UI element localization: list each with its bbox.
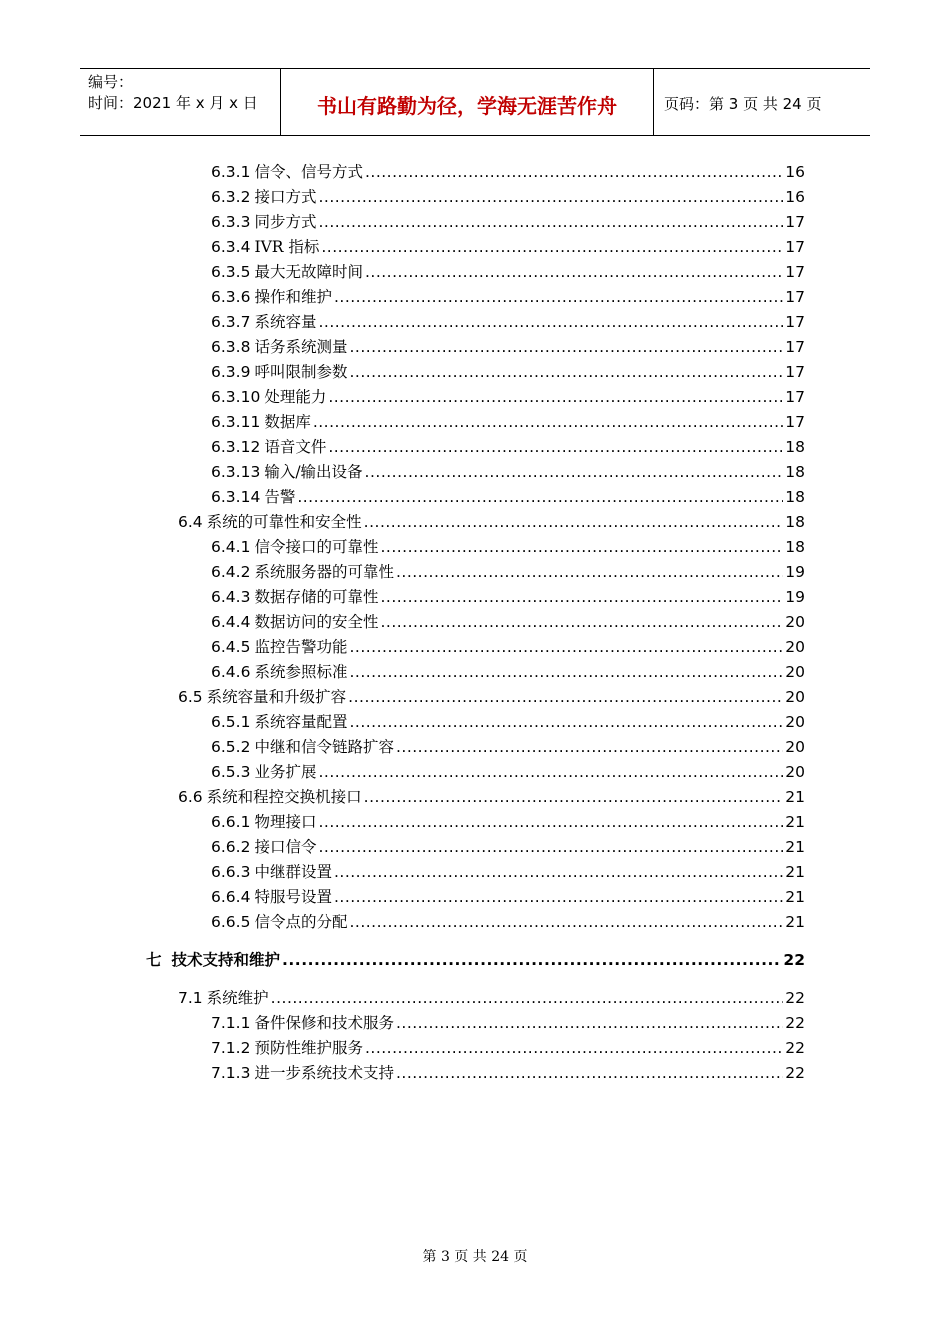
toc-entry-title: 呼叫限制参数 xyxy=(254,363,348,381)
toc-entry[interactable] xyxy=(211,735,805,757)
toc-entry-page: 21 xyxy=(785,888,805,906)
page-header xyxy=(80,68,870,136)
toc-entry-number: 6.3.12 xyxy=(211,438,261,456)
toc-dot-leader xyxy=(365,263,783,281)
toc-dot-leader xyxy=(313,413,783,431)
toc-entry-number: 6.6.3 xyxy=(211,863,251,881)
toc-entry[interactable] xyxy=(178,986,805,1008)
toc-entry[interactable] xyxy=(211,460,805,482)
toc-entry-number: 6.3.5 xyxy=(211,263,251,281)
toc-entry[interactable] xyxy=(211,1061,805,1083)
toc-entry-title: 特服号设置 xyxy=(254,888,332,906)
toc-dot-leader xyxy=(318,213,783,231)
toc-entry-number: 7.1.1 xyxy=(211,1014,251,1032)
toc-entry[interactable] xyxy=(211,760,805,782)
toc-entry-number: 6.6.5 xyxy=(211,913,251,931)
toc-dot-leader xyxy=(349,663,783,681)
page-footer: 第 3 页 共 24 页 xyxy=(422,1249,528,1265)
toc-entry[interactable] xyxy=(211,310,805,332)
toc-entry-page: 22 xyxy=(785,989,805,1007)
header-left-cell xyxy=(80,69,281,135)
toc-entry-number: 6.3.8 xyxy=(211,338,251,356)
toc-entry-title: 信令点的分配 xyxy=(254,913,348,931)
toc-entry-title: 业务扩展 xyxy=(254,763,317,781)
toc-dot-leader xyxy=(282,951,781,969)
toc-entry[interactable] xyxy=(211,635,805,657)
toc-entry-number: 6.3.10 xyxy=(211,388,261,406)
toc-entry-page: 21 xyxy=(785,813,805,831)
toc-entry-page: 19 xyxy=(785,563,805,581)
toc-entry-page: 17 xyxy=(785,238,805,256)
toc-entry-title: 系统容量 xyxy=(254,313,317,331)
toc-entry-number: 6.3.14 xyxy=(211,488,261,506)
toc-entry[interactable] xyxy=(211,610,805,632)
toc-dot-leader xyxy=(318,188,783,206)
toc-entry-number: 6.4.2 xyxy=(211,563,251,581)
motto: 书山有路勤为径，学海无涯苦作舟 xyxy=(281,69,654,135)
toc-entry-number: 七 xyxy=(146,951,162,969)
toc-entry-number: 6.6.4 xyxy=(211,888,251,906)
toc-dot-leader xyxy=(321,238,783,256)
toc-entry-title: 中继和信令链路扩容 xyxy=(254,738,394,756)
toc-entry-title: 信令接口的可靠性 xyxy=(254,538,379,556)
toc-entry-page: 20 xyxy=(785,688,805,706)
toc-entry-number: 6.3.2 xyxy=(211,188,251,206)
toc-entry[interactable] xyxy=(211,260,805,282)
toc-entry-page: 20 xyxy=(785,613,805,631)
toc-dot-leader xyxy=(365,463,784,481)
toc-entry-title: 系统服务器的可靠性 xyxy=(254,563,394,581)
toc-entry-title: 数据库 xyxy=(264,413,311,431)
toc-entry-title: 数据访问的安全性 xyxy=(254,613,379,631)
toc-dot-leader xyxy=(334,288,783,306)
toc-dot-leader xyxy=(380,613,783,631)
toc-entry-number: 6.4 xyxy=(178,513,203,531)
toc-dot-leader xyxy=(365,1039,783,1057)
toc-entry-page: 17 xyxy=(785,288,805,306)
toc-entry[interactable] xyxy=(211,810,805,832)
toc-dot-leader xyxy=(318,313,783,331)
toc-entry-title: 接口信令 xyxy=(254,838,317,856)
toc-entry[interactable] xyxy=(211,535,805,557)
toc-entry-page: 22 xyxy=(785,1014,805,1032)
toc-dot-leader xyxy=(396,1064,783,1082)
toc-entry[interactable] xyxy=(211,710,805,732)
toc-entry-number: 6.5 xyxy=(178,688,203,706)
toc-entry-title: 同步方式 xyxy=(254,213,317,231)
toc-entry-title: 接口方式 xyxy=(254,188,317,206)
toc-dot-leader xyxy=(349,713,783,731)
toc-entry-title: 系统维护 xyxy=(206,989,269,1007)
toc-entry-number: 6.6.1 xyxy=(211,813,251,831)
toc-dot-leader xyxy=(396,1014,783,1032)
toc-entry-page: 16 xyxy=(785,188,805,206)
toc-entry-page: 21 xyxy=(785,863,805,881)
toc-entry[interactable] xyxy=(211,885,805,907)
toc-entry-number: 7.1.2 xyxy=(211,1039,251,1057)
toc-entry-number: 6.3.13 xyxy=(211,463,261,481)
toc-entry-number: 6.3.3 xyxy=(211,213,251,231)
toc-dot-leader xyxy=(380,538,783,556)
toc-entry-title: 预防性维护服务 xyxy=(254,1039,363,1057)
toc-dot-leader xyxy=(349,363,783,381)
toc-entry-title: 系统参照标准 xyxy=(254,663,348,681)
toc-entry-page: 18 xyxy=(785,513,805,531)
toc-entry[interactable] xyxy=(211,185,805,207)
toc-dot-leader xyxy=(318,813,783,831)
toc-entry-page: 17 xyxy=(785,388,805,406)
toc-entry-page: 17 xyxy=(785,213,805,231)
toc-dot-leader xyxy=(365,163,783,181)
toc-entry-number: 6.4.1 xyxy=(211,538,251,556)
toc-entry-title: 处理能力 xyxy=(264,388,327,406)
toc-entry-title: 系统和程控交换机接口 xyxy=(206,788,362,806)
toc-entry-number: 6.3.9 xyxy=(211,363,251,381)
toc-entry[interactable] xyxy=(211,210,805,232)
toc-dot-leader xyxy=(318,838,783,856)
toc-entry-number: 6.4.3 xyxy=(211,588,251,606)
toc-entry-page: 20 xyxy=(785,663,805,681)
toc-dot-leader xyxy=(297,488,783,506)
toc-entry-number: 6.3.11 xyxy=(211,413,261,431)
toc-entry-page: 20 xyxy=(785,713,805,731)
toc-entry-title: 语音文件 xyxy=(264,438,327,456)
toc-entry[interactable] xyxy=(211,410,805,432)
toc-entry[interactable] xyxy=(211,910,805,932)
toc-entry-title: 告警 xyxy=(264,488,296,506)
toc-entry[interactable] xyxy=(211,435,805,457)
toc-entry-page: 16 xyxy=(785,163,805,181)
toc-entry-number: 6.3.4 xyxy=(211,238,251,256)
toc-entry-number: 6.3.1 xyxy=(211,163,251,181)
toc-entry-title: 技术支持和维护 xyxy=(171,951,281,969)
toc-entry-title: 进一步系统技术支持 xyxy=(254,1064,394,1082)
toc-entry-number: 6.3.6 xyxy=(211,288,251,306)
toc-entry-page: 20 xyxy=(785,738,805,756)
toc-entry-title: 中继群设置 xyxy=(254,863,332,881)
toc-entry-title: 话务系统测量 xyxy=(254,338,348,356)
toc-entry-number: 6.4.5 xyxy=(211,638,251,656)
toc-entry-page: 18 xyxy=(785,438,805,456)
toc-entry-page: 21 xyxy=(785,838,805,856)
toc-entry-page: 17 xyxy=(785,263,805,281)
toc-dot-leader xyxy=(318,763,783,781)
toc-dot-leader xyxy=(328,438,783,456)
toc-entry-title: 输入/输出设备 xyxy=(264,463,363,481)
toc-dot-leader xyxy=(348,688,783,706)
toc-entry-page: 18 xyxy=(785,538,805,556)
toc-entry-title: 信令、信号方式 xyxy=(254,163,363,181)
toc-dot-leader xyxy=(349,913,783,931)
toc-entry-number: 6.4.6 xyxy=(211,663,251,681)
date-text: 时间：2021 年 x 月 x 日 xyxy=(88,94,258,112)
toc-entry-number: 7.1 xyxy=(178,989,203,1007)
toc-dot-leader xyxy=(271,989,784,1007)
toc-entry-title: 物理接口 xyxy=(254,813,317,831)
toc-entry[interactable] xyxy=(211,285,805,307)
toc-entry[interactable] xyxy=(211,160,805,182)
toc-entry[interactable] xyxy=(211,335,805,357)
toc-dot-leader xyxy=(349,638,783,656)
toc-entry-number: 6.5.1 xyxy=(211,713,251,731)
toc-entry-page: 21 xyxy=(785,913,805,931)
toc-dot-leader xyxy=(364,513,784,531)
toc-entry-page: 22 xyxy=(783,951,805,969)
toc-entry-number: 6.5.3 xyxy=(211,763,251,781)
toc-entry-number: 6.6 xyxy=(178,788,203,806)
toc-entry[interactable] xyxy=(211,585,805,607)
toc-entry-title: 监控告警功能 xyxy=(254,638,348,656)
toc-entry-page: 22 xyxy=(785,1064,805,1082)
toc-entry-page: 20 xyxy=(785,638,805,656)
page-info: 页码：第 3 页 共 24 页 xyxy=(664,94,822,113)
toc-entry-title: 数据存储的可靠性 xyxy=(254,588,379,606)
toc-entry-title: 系统的可靠性和安全性 xyxy=(206,513,362,531)
toc-dot-leader xyxy=(328,388,783,406)
toc-entry-page: 17 xyxy=(785,338,805,356)
toc-entry[interactable] xyxy=(178,510,805,532)
toc-entry-page: 21 xyxy=(785,788,805,806)
toc-entry-page: 20 xyxy=(785,763,805,781)
toc-entry-number: 6.6.2 xyxy=(211,838,251,856)
toc-entry-title: 最大无故障时间 xyxy=(254,263,363,281)
toc-entry[interactable] xyxy=(178,785,805,807)
toc-entry-page: 17 xyxy=(785,363,805,381)
toc-dot-leader xyxy=(396,563,783,581)
toc-entry[interactable] xyxy=(211,485,805,507)
toc-entry-page: 19 xyxy=(785,588,805,606)
toc-entry[interactable] xyxy=(211,860,805,882)
toc-entry-number: 6.5.2 xyxy=(211,738,251,756)
toc-entry[interactable] xyxy=(146,948,805,970)
toc-entry-number: 6.4.4 xyxy=(211,613,251,631)
toc-entry-page: 22 xyxy=(785,1039,805,1057)
toc-entry-title: IVR 指标 xyxy=(254,238,320,256)
toc-entry-page: 17 xyxy=(785,313,805,331)
toc-entry-number: 6.3.7 xyxy=(211,313,251,331)
toc-dot-leader xyxy=(334,888,783,906)
toc-entry-page: 17 xyxy=(785,413,805,431)
toc-entry[interactable] xyxy=(211,560,805,582)
toc-dot-leader xyxy=(364,788,784,806)
toc-entry[interactable] xyxy=(211,835,805,857)
toc-entry[interactable] xyxy=(211,235,805,257)
toc-entry[interactable] xyxy=(211,660,805,682)
toc-entry-page: 18 xyxy=(785,488,805,506)
toc-dot-leader xyxy=(380,588,783,606)
toc-entry-title: 操作和维护 xyxy=(254,288,332,306)
toc-entry[interactable] xyxy=(211,360,805,382)
toc-entry-title: 备件保修和技术服务 xyxy=(254,1014,394,1032)
toc-entry-page: 18 xyxy=(785,463,805,481)
code-label: 编号： xyxy=(88,73,134,91)
toc-entry[interactable] xyxy=(211,1036,805,1058)
toc-entry[interactable] xyxy=(211,385,805,407)
toc-entry-number: 7.1.3 xyxy=(211,1064,251,1082)
toc-entry[interactable] xyxy=(211,1011,805,1033)
toc-dot-leader xyxy=(349,338,783,356)
toc-dot-leader xyxy=(396,738,783,756)
toc-dot-leader xyxy=(334,863,783,881)
toc-entry-title: 系统容量配置 xyxy=(254,713,348,731)
toc-entry[interactable] xyxy=(178,685,805,707)
toc-entry-title: 系统容量和升级扩容 xyxy=(206,688,347,706)
